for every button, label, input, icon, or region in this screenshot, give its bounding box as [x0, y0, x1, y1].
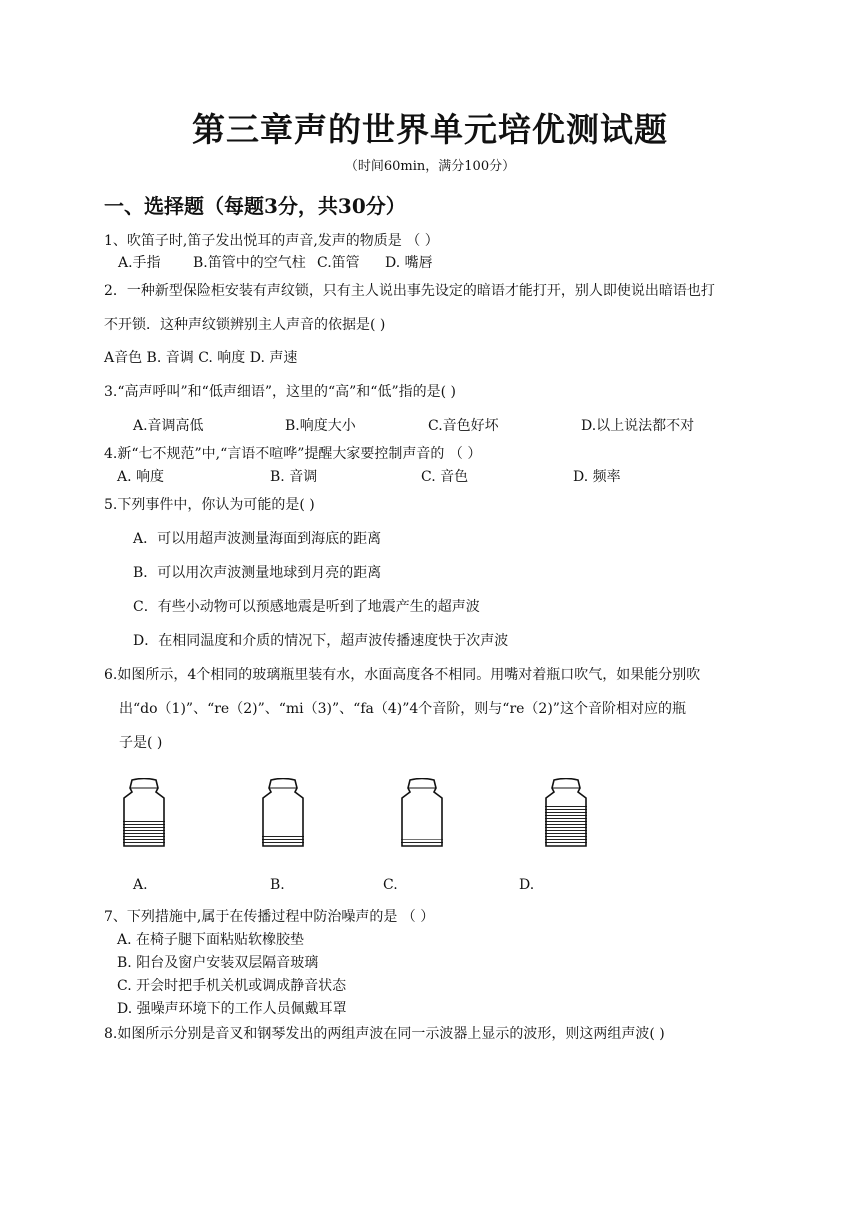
- q3-option-a: A.音调高低: [133, 418, 204, 434]
- bottle-label-d: D.: [519, 877, 535, 893]
- question-2-line2: 不开锁．这种声纹锁辨别主人声音的依据是( ): [104, 317, 386, 333]
- bottle-label-c: C.: [383, 877, 398, 893]
- q5-option-a: A．可以用超声波测量海面到海底的距离: [133, 531, 382, 547]
- question-6-line1: 6.如图所示，4个相同的玻璃瓶里装有水，水面高度各不相同。用嘴对着瓶口吹气，如果能分别吹: [104, 667, 701, 683]
- question-2-line1: 2．一种新型保险柜安装有声纹锁，只有主人说出事先设定的暗语才能打开，别人即使说出暗语也打: [104, 283, 715, 299]
- q7-option-a: A. 在椅子腿下面粘贴软橡胶垫: [117, 932, 305, 948]
- q2-options: A音色 B. 音调 C. 响度 D. 声速: [104, 350, 298, 366]
- bottle-c-figure: [396, 778, 448, 848]
- question-7: 7、下列措施中,属于在传播过程中防治噪声的是 （ ）: [104, 909, 435, 925]
- question-4: 4.新“七不规范”中,“言语不喧哗”提醒大家要控制声音的 （ ）: [104, 446, 482, 462]
- q1-option-b: B.笛管中的空气柱: [193, 255, 306, 271]
- question-3: 3.“高声呼叫”和“低声细语”，这里的“高”和“低”指的是( ): [104, 384, 456, 400]
- q7-option-c: C. 开会时把手机关机或调成静音状态: [117, 978, 347, 994]
- q4-option-d: D. 频率: [573, 469, 621, 485]
- q4-option-a: A. 响度: [117, 469, 165, 485]
- section-heading: 一、选择题（每题3分，共30分）: [104, 194, 406, 218]
- page-subtitle: （时间60min，满分100分）: [344, 159, 516, 174]
- q3-option-b: B.响度大小: [285, 418, 356, 434]
- q3-option-d: D.以上说法都不对: [581, 418, 695, 434]
- q5-option-d: D．在相同温度和介质的情况下，超声波传播速度快于次声波: [133, 633, 509, 649]
- bottle-d-figure: [540, 778, 592, 848]
- page-title: 第三章声的世界单元培优测试题: [192, 110, 668, 149]
- bottle-label-b: B.: [270, 877, 285, 893]
- q7-option-b: B. 阳台及窗户安装双层隔音玻璃: [117, 955, 319, 971]
- bottle-a-figure: [118, 778, 170, 848]
- q3-option-c: C.音色好坏: [428, 418, 499, 434]
- q1-option-c: C.笛管: [317, 255, 360, 271]
- bottle-b-figure: [257, 778, 309, 848]
- q7-option-d: D. 强噪声环境下的工作人员佩戴耳罩: [117, 1001, 347, 1017]
- question-6-line3: 子是( ): [119, 735, 163, 751]
- q5-option-c: C．有些小动物可以预感地震是听到了地震产生的超声波: [133, 599, 480, 615]
- q4-option-c: C. 音色: [421, 469, 469, 485]
- question-8: 8.如图所示分别是音叉和钢琴发出的两组声波在同一示波器上显示的波形，则这两组声波( ): [104, 1026, 665, 1042]
- q5-option-b: B．可以用次声波测量地球到月亮的距离: [133, 565, 382, 581]
- q1-option-a: A.手指: [118, 255, 161, 271]
- question-1: 1、吹笛子时,笛子发出悦耳的声音,发声的物质是 （ ）: [104, 233, 439, 249]
- q1-option-d: D. 嘴唇: [385, 255, 433, 271]
- q4-option-b: B. 音调: [270, 469, 318, 485]
- bottle-label-a: A.: [133, 877, 148, 893]
- question-6-line2: 出“do（1)”、“re（2)”、“mi（3)”、“fa（4)”4个音阶，则与“re（2)”这个音阶相对应的瓶: [119, 701, 686, 717]
- question-5: 5.下列事件中，你认为可能的是( ): [104, 497, 315, 513]
